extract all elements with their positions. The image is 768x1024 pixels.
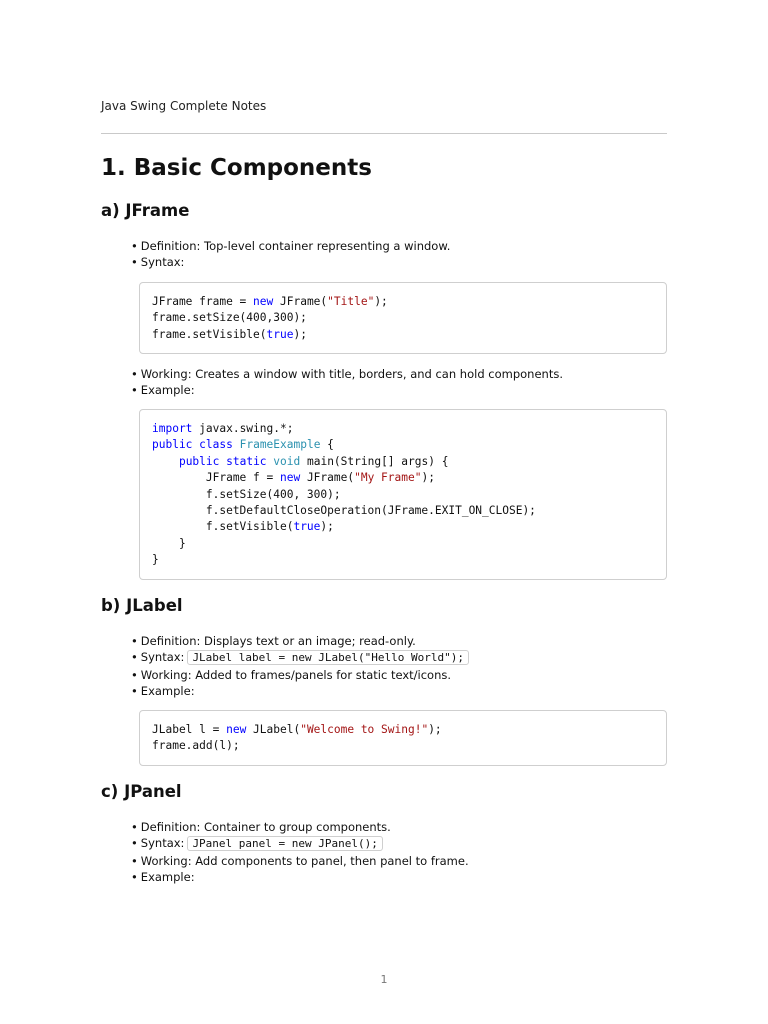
bullet-icon: • (131, 383, 138, 398)
code-line (152, 470, 666, 486)
bullet-icon: • (131, 836, 138, 851)
jlabel-bullets (131, 633, 671, 700)
jframe-working: Working: Creates a window with title, borders, and can hold components. (140, 367, 563, 381)
list-item (131, 869, 671, 885)
code-token: f.setSize(400, 300); (152, 487, 341, 501)
code-line (152, 421, 666, 437)
code-token (152, 455, 179, 468)
code-token: f.setDefaultCloseOperation(JFrame.EXIT_ON_CLOSE); (152, 503, 536, 517)
code-token: "Title" (327, 295, 375, 308)
jpanel-working: Working: Add components to panel, then panel to frame. (140, 853, 469, 868)
list-item (131, 683, 671, 699)
jlabel-definition: Definition: Displays text or an image; read-only. (140, 634, 416, 648)
code-token: static (226, 454, 267, 468)
code-token: void (273, 454, 301, 468)
code-token: ); (320, 520, 334, 534)
jlabel-example-code-block (139, 710, 667, 766)
code-token: JFrame( (300, 471, 355, 485)
code-line (152, 722, 666, 738)
code-line (152, 437, 666, 453)
list-item (131, 382, 671, 398)
jlabel-heading: b) JLabel (101, 596, 183, 615)
bullet-icon: • (131, 239, 138, 253)
jframe-bullets-top (131, 238, 671, 271)
code-line (152, 327, 666, 343)
header-divider (101, 133, 667, 134)
jlabel-example-label: Example: (140, 684, 195, 699)
code-line (152, 487, 666, 503)
code-token (233, 438, 240, 451)
code-token: public (152, 438, 193, 452)
jlabel-syntax-label: Syntax: (140, 650, 185, 665)
code-token: frame.add(l); (152, 739, 240, 753)
jpanel-definition: Definition: Container to group components. (140, 820, 391, 834)
code-token: ); (374, 295, 388, 308)
code-token: ); (428, 723, 442, 736)
jframe-syntax-code-block (139, 282, 667, 354)
code-token: javax.swing.*; (192, 422, 294, 435)
jlabel-working: Working: Added to frames/panels for static text/icons. (140, 667, 452, 682)
jframe-heading: a) JFrame (101, 201, 190, 220)
code-token: f.setVisible( (152, 520, 294, 534)
code-token: "My Frame" (354, 471, 422, 485)
list-item (131, 853, 671, 869)
code-token: true (293, 520, 321, 534)
code-token: true (266, 327, 294, 341)
code-token: JFrame frame = (152, 295, 254, 308)
code-token: JLabel l = (152, 723, 227, 736)
bullet-icon: • (131, 255, 138, 270)
list-item (131, 835, 671, 852)
code-token: } (152, 553, 159, 567)
code-line (152, 536, 666, 552)
page-number: 1 (380, 973, 388, 986)
code-line (152, 454, 666, 470)
code-line (152, 738, 666, 754)
jframe-bullets-bottom (131, 366, 671, 399)
code-token: new (279, 471, 301, 485)
code-token: class (199, 438, 233, 452)
code-line (152, 294, 666, 310)
bullet-icon: • (131, 667, 138, 682)
code-token: public (178, 454, 220, 468)
jpanel-bullets (131, 819, 671, 886)
code-token: FrameExample (239, 438, 321, 452)
code-token: ); (293, 327, 307, 341)
code-token: "Welcome to Swing!" (300, 723, 429, 736)
list-item (131, 238, 671, 254)
bullet-icon: • (131, 870, 138, 885)
bullet-icon: • (131, 367, 138, 381)
code-line (152, 503, 666, 519)
code-token: ); (421, 471, 435, 485)
code-token: new (253, 295, 274, 308)
jlabel-syntax-inline-code: JLabel label = new JLabel("Hello World"); (187, 650, 469, 665)
document-header: Java Swing Complete Notes (101, 99, 267, 113)
list-item (131, 633, 671, 649)
jpanel-syntax-label: Syntax: (140, 836, 185, 851)
section-title: 1. Basic Components (101, 155, 372, 181)
bullet-icon: • (131, 853, 138, 868)
code-token: JLabel( (246, 723, 301, 736)
list-item (131, 649, 671, 666)
code-line (152, 519, 666, 535)
list-item (131, 366, 671, 382)
jpanel-example-label: Example: (140, 870, 195, 885)
jframe-definition: Definition: Top-level container representing a window. (140, 239, 451, 253)
jpanel-heading: c) JPanel (101, 782, 182, 801)
bullet-icon: • (131, 650, 138, 665)
code-line (152, 552, 666, 568)
list-item (131, 254, 671, 270)
bullet-icon: • (131, 634, 138, 648)
code-token: } (152, 536, 186, 550)
code-token: import (152, 422, 193, 435)
code-token: new (226, 723, 247, 736)
jframe-example-code-block (139, 409, 667, 580)
code-token: frame.setVisible( (152, 327, 267, 341)
code-token: JFrame( (273, 295, 328, 308)
code-token: JFrame f = (152, 471, 280, 485)
list-item (131, 819, 671, 835)
bullet-icon: • (131, 820, 138, 834)
code-token: { (320, 438, 334, 452)
jframe-syntax-label: Syntax: (140, 255, 185, 270)
list-item (131, 667, 671, 683)
jframe-example-label: Example: (140, 383, 195, 398)
code-token: main(String[] args) { (300, 454, 449, 468)
code-token: frame.setSize(400,300); (152, 311, 307, 325)
jpanel-syntax-inline-code: JPanel panel = new JPanel(); (187, 836, 382, 851)
bullet-icon: • (131, 684, 138, 699)
code-line (152, 310, 666, 326)
